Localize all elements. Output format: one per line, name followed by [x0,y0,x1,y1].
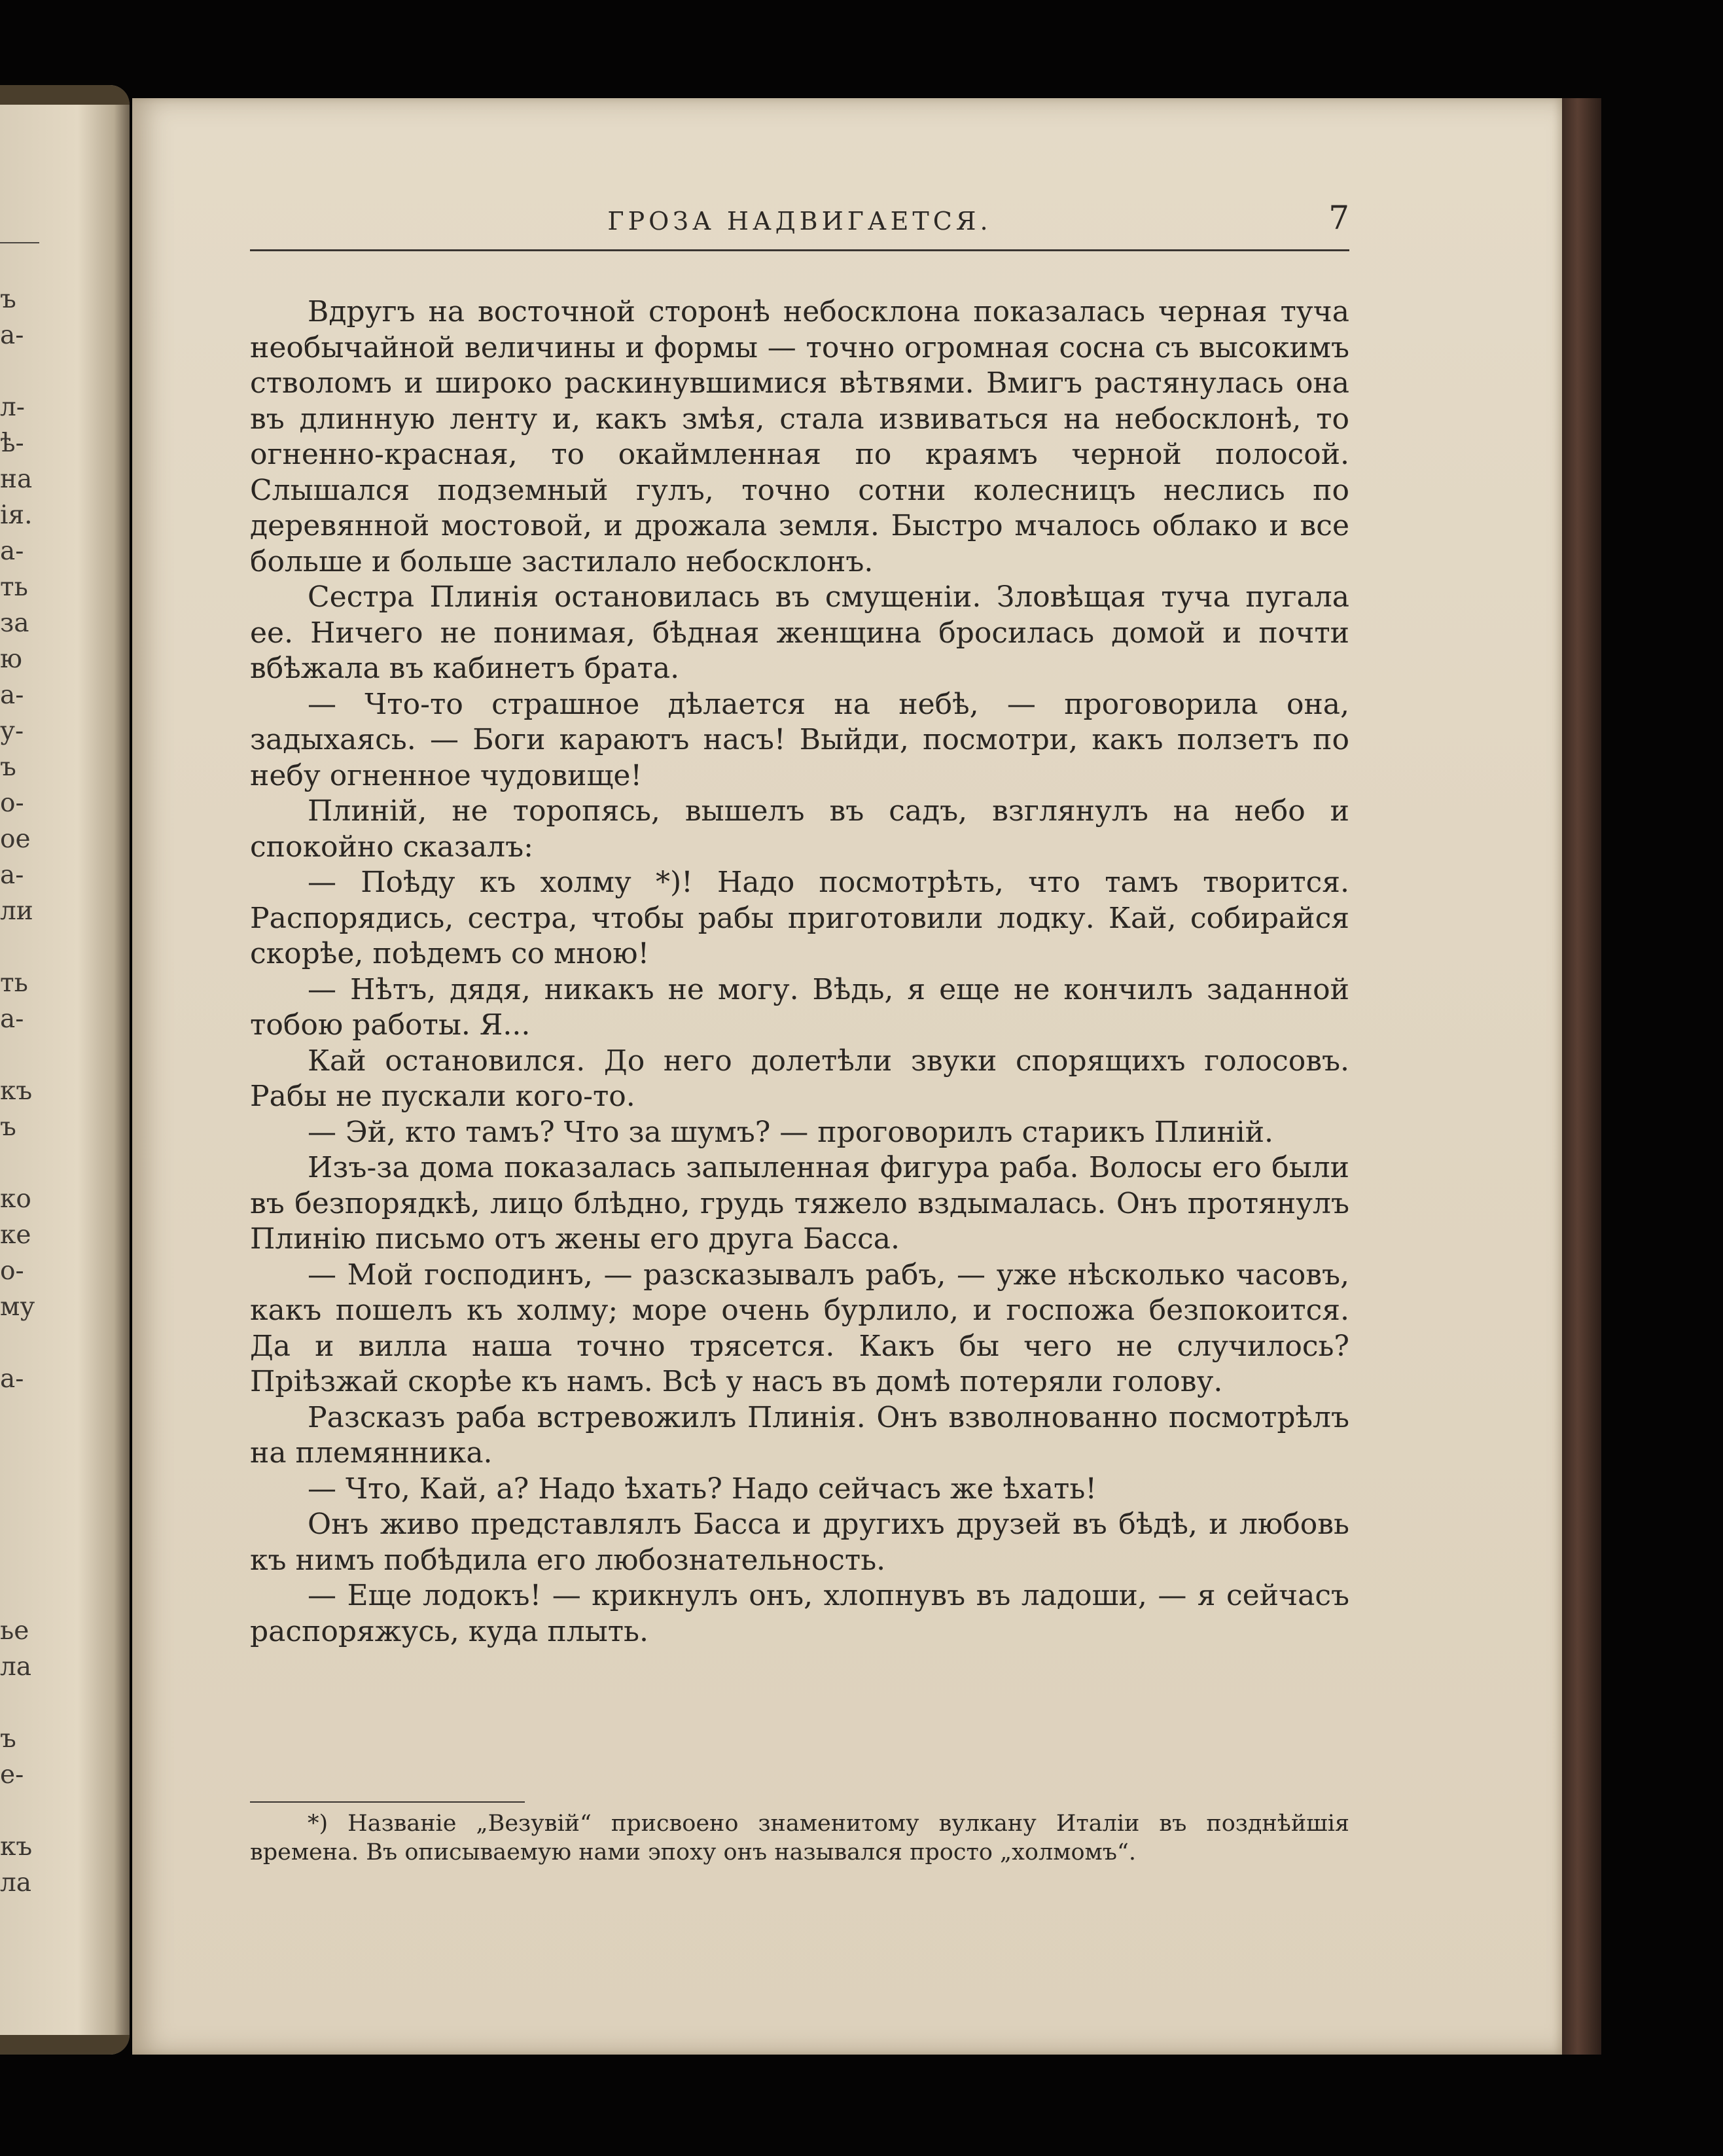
left-page-fragment: л- [0,393,25,422]
left-page-fragment: му [0,1292,35,1322]
left-page-fragment: на [0,465,33,494]
left-page-fragment: о- [0,1256,24,1286]
left-page-fragment: къ [0,1076,33,1106]
left-page-fragment [0,1505,39,1541]
book-page [132,98,1562,2055]
paragraph: Онъ живо представлялъ Басса и другихъ друзей въ бѣдѣ, и любовь къ нимъ побѣдила его любознательность. [250,1508,1349,1577]
left-page-fragment [0,1433,39,1469]
left-page-fragment: а- [0,860,24,890]
left-page-fragment: е- [0,1760,24,1790]
paragraph: — Поѣду къ холму *)! Надо посмотрѣть, что тамъ творится. Распорядись, сестра, чтобы рабы приготовили лодку. Кай, собирайся скорѣе, поѣдемъ со мною! [250,866,1349,970]
left-page-fragment [0,1577,39,1613]
page-header [250,199,1349,255]
left-page-fragment: а- [0,1364,24,1394]
left-page-fragment [0,1397,39,1433]
paragraph: — Еще лодокъ! — крикнулъ онъ, хлопнувъ въ ладоши, — я сейчасъ распоряжусь, куда плыть. [250,1579,1349,1648]
left-page-fragment: о- [0,788,24,818]
body-text [250,294,1349,1650]
paragraph: Изъ-за дома показалась запыленная фигура раба. Волосы его были въ безпорядкѣ, лицо блѣдно, грудь тяжело вздымалась. Онъ протянулъ Плинію письмо отъ жены его друга Басса. [250,1151,1349,1256]
paragraph: Кай остановился. До него долетѣли звуки спорящихъ голосовъ. Рабы не пускали кого-то. [250,1044,1349,1113]
left-page-fragment [0,1793,39,1829]
book-cover-edge [1562,98,1601,2055]
left-page-fragment: къ [0,1832,33,1862]
left-page-fragment: ія. [0,501,33,530]
left-page-fragment: ъ [0,1724,16,1754]
paragraph: — Что, Кай, а? Надо ѣхать? Надо сейчасъ же ѣхать! [308,1472,1097,1506]
paragraph: — Мой господинъ, — разсказывалъ рабъ, — уже нѣсколько часовъ, какъ пошелъ къ холму; море очень бурлило, и госпожа безпокоится. Да и вилла наша точно трясется. Какъ бы чего не случилось? Пріѣзжай скорѣе къ намъ. Всѣ у насъ въ домѣ потеряли голову. [250,1258,1349,1398]
left-page-fragment: ке [0,1220,31,1250]
paragraph: Плиній, не торопясь, вышелъ въ садъ, взглянулъ на небо и спокойно сказалъ: [250,794,1349,864]
left-page-fragment [0,1145,39,1181]
left-page-fragment: у- [0,716,24,746]
paragraph: — Нѣтъ, дядя, никакъ не могу. Вѣдь, я еще не кончилъ заданной тобою работы. Я... [250,972,1349,1042]
left-page-text-fragments [0,281,39,1901]
page-number: 7 [1328,199,1349,237]
left-page-fragment: ть [0,573,28,602]
left-page-bottom-edge [0,2035,130,2055]
left-page-fragment: ла [0,1868,32,1898]
left-page-fragment [0,353,39,389]
footnote-text: *) Названіе „Везувій“ присвоено знаменитому вулкану Италіи въ позднѣйшія времена. Въ описываемую нами эпоху онъ назывался просто „холмомъ“. [250,1811,1349,1865]
left-page-fragment [0,1469,39,1505]
left-page-fragment: ое [0,824,31,854]
left-page-fragment: ю [0,645,22,674]
left-page-fragment [0,1685,39,1721]
left-page-fragment: за [0,609,29,638]
left-page-header-rule [0,242,39,243]
footnote-rule [250,1801,525,1803]
left-page-top-edge [0,85,130,105]
paragraph: — Эй, кто тамъ? Что за шумъ? — проговорилъ старикъ Плиній. [308,1115,1274,1149]
running-head: ГРОЗА НАДВИГАЕТСЯ. [607,207,992,236]
header-rule [250,249,1349,251]
left-page-fragment: ье [0,1616,29,1646]
left-page-fragment [0,1325,39,1361]
left-page-fragment: ѣ- [0,429,24,458]
left-page-fragment: ла [0,1652,32,1682]
paragraph: — Что-то страшное дѣлается на небѣ, — проговорила она, задыхаясь. — Боги караютъ насъ! Выйди, посмотри, какъ ползетъ по небу огненное чудовище! [250,687,1349,792]
left-page-fragment [0,929,39,965]
left-page-fragment: ть [0,968,28,998]
footnote [250,1809,1349,1867]
left-page-fragment [0,1541,39,1577]
paragraph: Разсказъ раба встревожилъ Плинія. Онъ взволнованно посмотрѣлъ на племянника. [250,1400,1349,1470]
left-page-fragment: ъ [0,1112,16,1142]
paragraph: Сестра Плинія остановилась въ смущеніи. Зловѣщая туча пугала ее. Ничего не понимая, бѣдная женщина бросилась домой и почти вбѣжала въ кабинетъ брата. [250,580,1349,685]
left-page-fragment: ъ [0,285,16,314]
left-page-fragment: ъ [0,752,16,782]
left-page-fragment [0,1037,39,1073]
left-page-fragment: ли [0,896,33,926]
left-page-fragment: ко [0,1184,31,1214]
left-page-edge [0,85,130,2055]
left-page-fragment: а- [0,1004,24,1034]
left-page-fragment: а- [0,680,24,710]
paragraph: Вдругъ на восточной сторонѣ небосклона показалась черная туча необычайной величины и формы — точно огромная сосна съ высокимъ стволомъ и широко раскинувшимися вѣтвями. Вмигъ растянулась она въ длинную ленту и, какъ змѣя, стала извиваться на небосклонѣ, то огненно-красная, то окаймленная по краямъ черной полосой. Слышался подземный гулъ, точно сотни колесницъ неслись по деревянной мостовой, и дрожала земля. Быстро мчалось облако и все больше и больше застилало небосклонъ. [250,295,1349,578]
left-page-fragment: а- [0,321,24,350]
left-page-fragment: а- [0,537,24,566]
